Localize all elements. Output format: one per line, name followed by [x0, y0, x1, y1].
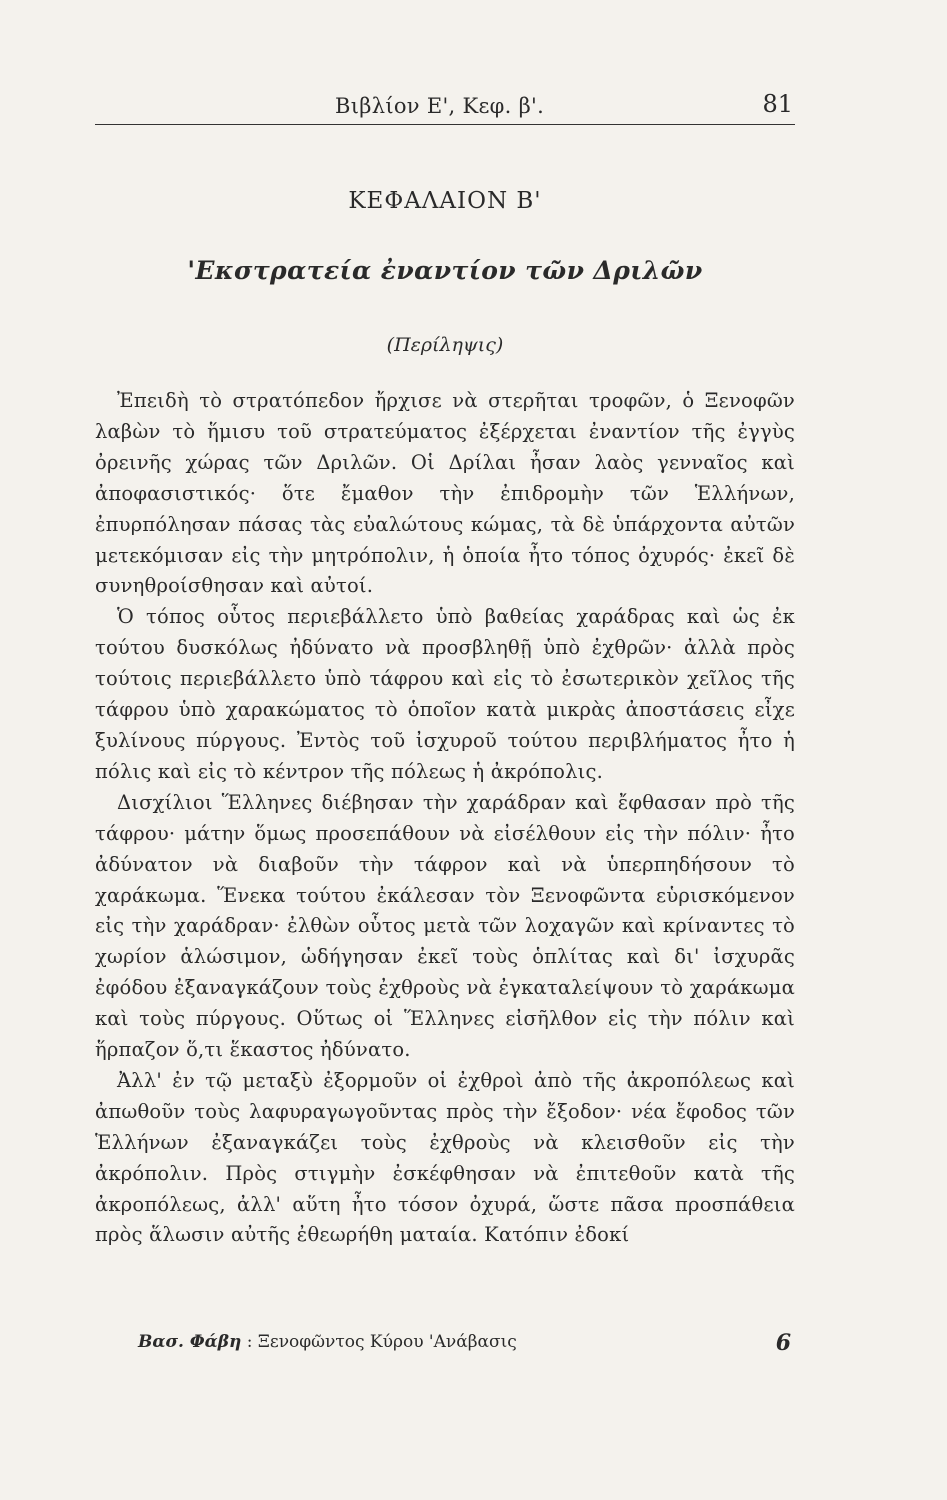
- chapter-heading: ΚΕΦΑΛΑΙΟΝ Β': [348, 188, 542, 214]
- paragraph-3: Δισχίλιοι Ἕλληνες διέβησαν τὴν χαράδραν καὶ ἔφθασαν πρὸ τῆς τάφρου· μάτην ὅμως προσεπάθουν νὰ εἰσέλθουν εἰς τὴν πόλιν· ἦτο ἀδύνατον νὰ διαβοῦν τὴν τάφρον καὶ νὰ ὑπερπηδήσουν τὸ χαράκωμα. Ἕνεκα τούτου ἐκάλεσαν τὸν Ξενοφῶντα εὑρισκόμενον εἰς τὴν χαράδραν· ἐλθὼν οὗτος μετὰ τῶν λοχαγῶν καὶ κρίναντες τὸ χωρίον ἁλώσιμον, ὡδήγησαν ἐκεῖ τοὺς ὁπλίτας καὶ δι' ἰσχυρᾶς ἐφόδου ἐξαναγκάζουν τοὺς ἐχθροὺς νὰ ἐγκαταλείψουν τὸ χαράκωμα καὶ τοὺς πύργους. Οὕτως οἱ Ἕλληνες εἰσῆλθον εἰς τὴν πόλιν καὶ ἥρπαζον ὅ,τι ἕκαστος ἠδύνατο.: [95, 790, 795, 1062]
- running-head: Βιβλίον Ε', Κεφ. β'.: [335, 94, 545, 118]
- footer-citation: [138, 1332, 517, 1352]
- signature-mark: 6: [775, 1330, 791, 1356]
- paragraph-2: Ὁ τόπος οὗτος περιεβάλλετο ὑπὸ βαθείας χαράδρας καὶ ὡς ἐκ τούτου δυσκόλως ἠδύνατο νὰ προσβληθῇ ὑπὸ ἐχθρῶν· ἀλλὰ πρὸς τούτοις περιεβάλλετο ὑπὸ τάφρου καὶ εἰς τὸ ἐσωτερικὸν χεῖλος τῆς τάφρου ὑπὸ χαρακώματος τὸ ὁποῖον κατὰ μικρὰς ἀποστάσεις εἶχε ξυλίνους πύργους. Ἐντὸς τοῦ ἰσχυροῦ τούτου περιβλήματος ἦτο ἡ πόλις καὶ εἰς τὸ κέντρον τῆς πόλεως ἡ ἀκρόπολις.: [95, 605, 795, 783]
- section-title: 'Εκστρατεία ἐναντίον τῶν Δριλῶν: [187, 256, 703, 285]
- footer-separator: :: [246, 1332, 253, 1352]
- section-subtitle: (Περίληψις): [386, 334, 504, 356]
- page-header: [95, 88, 795, 122]
- footer-series: Βασ. Φάβη: [138, 1332, 242, 1352]
- page-footer: [138, 1326, 793, 1366]
- paragraph-1: Ἐπειδὴ τὸ στρατόπεδον ἤρχισε νὰ στερῆται τροφῶν, ὁ Ξενοφῶν λαβὼν τὸ ἥμισυ τοῦ στρατεύματος ἐξέρχεται ἐναντίον τῆς ἐγγὺς ὀρεινῆς χώρας τῶν Δριλῶν. Οἱ Δρίλαι ἦσαν λαὸς γενναῖος καὶ ἀποφασιστικός· ὅτε ἔμαθον τὴν ἐπιδρομὴν τῶν Ἑλλήνων, ἐπυρπόλησαν πάσας τὰς εὐαλώτους κώμας, τὰ δὲ ὑπάρχοντα αὐτῶν μετεκόμισαν εἰς τὴν μητρόπολιν, ἡ ὁποία ἦτο τόπος ὀχυρός· ἐκεῖ δὲ συνηθροίσθησαν καὶ αὐτοί.: [95, 389, 795, 598]
- paragraph-4: Ἀλλ' ἐν τῷ μεταξὺ ἐξορμοῦν οἱ ἐχθροὶ ἀπὸ τῆς ἀκροπόλεως καὶ ἀπωθοῦν τοὺς λαφυραγωγοῦντας πρὸς τὴν ἔξοδον· νέα ἔφοδος τῶν Ἑλλήνων ἐξαναγκάζει τοὺς ἐχθροὺς νὰ κλεισθοῦν εἰς τὴν ἀκρόπολιν. Πρὸς στιγμὴν ἐσκέφθησαν νὰ ἐπιτεθοῦν κατὰ τῆς ἀκροπόλεως, ἀλλ' αὕτη ἦτο τόσον ὀχυρά, ὥστε πᾶσα προσπάθεια πρὸς ἅλωσιν αὐτῆς ἐθεωρήθη ματαία. Κατόπιν ἐδοκί: [95, 1068, 795, 1247]
- header-rule: [95, 124, 795, 125]
- footer-book-title: Ξενοφῶντος Κύρου 'Ανάβασις: [257, 1332, 517, 1352]
- body-text: [95, 386, 795, 1251]
- page-number: 81: [762, 90, 793, 118]
